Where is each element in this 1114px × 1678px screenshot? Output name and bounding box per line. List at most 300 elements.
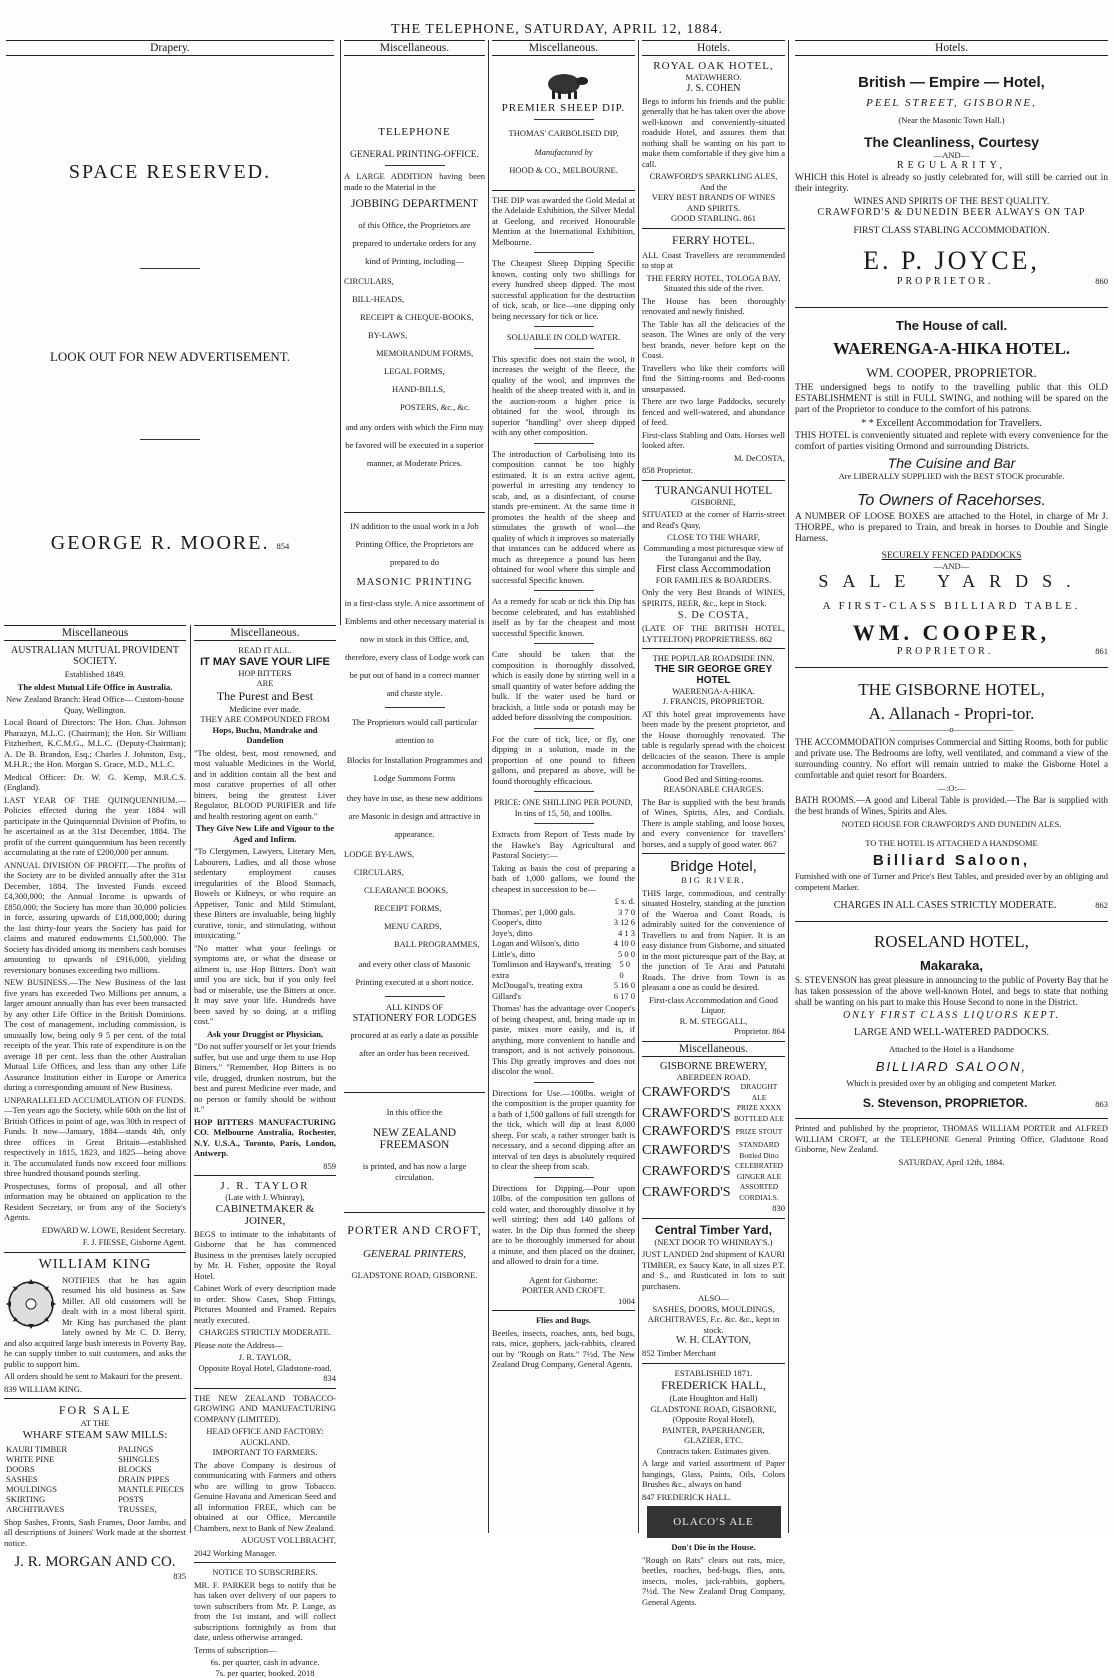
list-item: RECEIPT & CHEQUE-BOOKS, xyxy=(344,308,485,326)
timber-yard-merchant: 852 Timber Merchant xyxy=(642,1348,785,1359)
hop-compounded: THEY ARE COMPOUNDED FROM xyxy=(194,714,336,725)
table-cell: Little's, ditto xyxy=(492,949,535,960)
divider xyxy=(642,1218,785,1219)
brand: CRAWFORD'S xyxy=(642,1106,731,1122)
divider xyxy=(140,268,200,269)
divider xyxy=(385,165,445,166)
bridge-para: THIS large, commodious, and centrally situated Hostelry, standing at the junction of the Waeroa and Coast Roads, is admirably suited for the convenience of Travellers to and from Napier. It is an easy distance from Gisborne, and situated in the most picturesque part of the Bay, at the junction of Te Arai and Patutahi Roads. The drive from Town is as pleasant a one as could be desired. xyxy=(642,888,785,993)
royal-oak-ales: CRAWFORD'S SPARKLING ALES, xyxy=(642,171,785,182)
section-header: Hotels. xyxy=(795,40,1108,56)
roseland-marker: Which is presided over by an obliging and competent Marker. xyxy=(795,1078,1108,1089)
cuisine-bar: The Cuisine and Bar xyxy=(795,455,1108,471)
sheep-icon xyxy=(538,70,590,100)
table-cell: McDougal's, treating extra xyxy=(492,980,583,991)
gisborne-noted: NOTED HOUSE FOR CRAWFORD'S AND DUNEDIN ALES. xyxy=(795,819,1108,830)
hop-brand: HOP BITTERS xyxy=(194,668,336,679)
king-body xyxy=(4,1275,186,1370)
notice-terms: Terms of subscription— xyxy=(194,1645,336,1656)
hall-established: ESTABLISHED 1871. xyxy=(642,1368,785,1379)
printing-intro: A LARGE ADDITION having been made to the Material in the xyxy=(344,171,485,192)
dip-title: PREMIER SHEEP DIP. xyxy=(492,102,635,114)
masonic-para: The Proprietors would call particular attention to xyxy=(344,713,485,749)
list-item: RECEIPT FORMS, xyxy=(344,899,485,917)
turanganui-place: GISBORNE, xyxy=(642,497,785,508)
divider xyxy=(534,1082,594,1083)
product: PRIZE XXXX BOTTLED ALE xyxy=(733,1103,785,1124)
freemason-title: NEW ZEALAND FREEMASON xyxy=(344,1127,485,1151)
misc-section-1 xyxy=(0,625,190,1533)
divider xyxy=(194,1175,336,1176)
timber-yard-stock: SASHES, DOORS, MOULDINGS, ARCHITRAVES, F.c. &c. &c., kept in stock. xyxy=(642,1304,785,1336)
section-header: Miscellaneous. xyxy=(194,625,336,641)
divider xyxy=(534,443,594,444)
turanganui-title: TURANGANUI HOTEL xyxy=(642,485,785,497)
ornament: —:O:— xyxy=(795,783,1108,794)
royal-oak-para: Begs to inform his friends and the public generally that he has taken over the above well-known and conveniently-situated roadside Hotel, and assures them that nothing shall be wanting on his part to make them comfortable if they give him a call. xyxy=(642,96,785,170)
taylor-late: (Late with J. Whinray), xyxy=(194,1192,336,1203)
dip-soluble: SOLUABLE IN COLD WATER. xyxy=(492,332,635,343)
turanganui-accommodation: First class Accommodation xyxy=(642,564,785,575)
british-empire-motto: The Cleanliness, Courtesy xyxy=(795,134,1108,150)
list-item xyxy=(642,1161,785,1182)
price-table xyxy=(492,907,635,1002)
amp-para: UNPARALLELED ACCUMULATION OF FUNDS.—Ten years ago the Society, while 60th on the list of British Offices in point of age, was 30th in respect of Funds. It now—January, 1884—stands 4th, only three offices in Great Britain—established respectively in 1815, 1823, and 1825—being above it. The accumulated funds now exceed four millions three hundred thousand pounds sterling. xyxy=(4,1095,186,1179)
rats-title: Don't Die in the House. xyxy=(642,1542,785,1553)
charges-row xyxy=(795,900,1108,911)
turanganui-view: Commanding a most picturesque view of the Turanganui and the Bay, xyxy=(642,543,785,564)
hop-subhead: Ask your Druggist or Physician, xyxy=(194,1029,336,1040)
list-item xyxy=(642,1182,785,1203)
roseland-saloon: BILLIARD SALOON, xyxy=(795,1059,1108,1074)
section-header: Miscellaneous. xyxy=(344,40,485,56)
hop-headline: IT MAY SAVE YOUR LIFE xyxy=(194,656,336,668)
waerenga-para: THIS HOTEL is conveniently situated and replete with every convenience for the comfort of parties visiting Ormond and surrounding Districts. xyxy=(795,431,1108,453)
king-title: WILLIAM KING xyxy=(4,1257,186,1273)
racehorses-para: A NUMBER OF LOOSE BOXES are attached to the Hotel, in charge of Mr J. THORPE, who is prepared to Train, and break in horses to Double and Single Harness. xyxy=(795,512,1108,545)
ad-number: 862 xyxy=(1095,900,1108,911)
advertiser-name-text: GEORGE R. MOORE. xyxy=(51,532,270,554)
tobacco-signature: AUGUST VOLLBRACHT, xyxy=(194,1535,336,1546)
for-sale-at: AT THE xyxy=(4,1418,186,1429)
hall-late: (Late Houghton and Hall) xyxy=(642,1393,785,1404)
table-cell: Joye's, ditto xyxy=(492,928,532,939)
ferry-para: The Table has all the delicacies of the season. The Wines are only of the very best brands, never before kept on the Coast. xyxy=(642,319,785,361)
divider xyxy=(534,643,594,644)
lodge-list xyxy=(344,845,485,953)
waerenga-accommodation: * * Excellent Accommodation for Travellers. xyxy=(795,418,1108,429)
dip-para: Thomas' has the advantage over Cooper's of being cheapest, and, being made up in paste, mixes more easily, and is, if anything, more convenient to handle and transport, and is not actively poisonous. This Dip greatly improves and does not discolor the wool. xyxy=(492,1003,635,1077)
hop-read: READ IT ALL. xyxy=(194,645,336,656)
amp-agent: F. J. FIESSE, Gisborne Agent. xyxy=(4,1237,186,1248)
list-item xyxy=(642,1124,785,1140)
taylor-address-label: Please note the Address— xyxy=(194,1340,336,1351)
taylor-name: J. R. TAYLOR xyxy=(194,1180,336,1192)
bridge-proprietor: Proprietor. 864 xyxy=(642,1026,785,1037)
dip-para: Care should be taken that the composition is thoroughly dissolved, which is easily done by stirring well in a small quantity of water before adding the bulk. If the water used be hard or brackish, a little soda or potash may be added before dissolving the composition. xyxy=(492,649,635,723)
misc-section-3 xyxy=(341,40,488,1533)
list-item: DRAIN PIPES xyxy=(118,1474,184,1484)
gisborne-hotel-title: THE GISBORNE HOTEL, xyxy=(795,680,1108,700)
amp-medical: Medical Officer: Dr. W. G. Kemp, M.R.C.S. (England). xyxy=(4,772,186,793)
divider xyxy=(194,1388,336,1389)
gisborne-para: BATH ROOMS.—A good and Liberal Table is provided.—The Bar is supplied with the best brands of Wines, Spirits and Ales. xyxy=(795,795,1108,817)
timber-list-right xyxy=(118,1444,184,1514)
turanganui-para: Only the very Best Brands of WINES, SPIRITS, BEER, &c., kept in Stock. xyxy=(642,587,785,608)
ad-number: 860 xyxy=(1095,276,1108,287)
ad-number: 863 xyxy=(1095,1099,1108,1110)
table-cell: 3 12 6 xyxy=(614,917,635,928)
hop-ingredients: Hops, Buchu, Mandrake and Dandelion xyxy=(194,725,336,746)
section-header: Miscellaneous. xyxy=(492,40,635,56)
ad-number: 834 xyxy=(194,1373,336,1384)
space-reserved: SPACE RESERVED. xyxy=(6,161,334,184)
grey-place: WAERENGA-A-HIKA. xyxy=(642,686,785,697)
divider xyxy=(344,1212,485,1213)
imprint-date: SATURDAY, April 12th, 1884. xyxy=(795,1157,1108,1168)
divider xyxy=(344,512,485,513)
hop-medicine: Medicine ever made. xyxy=(194,704,336,715)
amp-para: ANNUAL DIVISION OF PROFIT.—The profits of the Society are to be divided annually after the 31st December, 1884. The Invested Funds exceed £4,300,000; the Annual Income is upwards of £850,000; the Society has more than 30,000 policies in force, assuring upwards of £18,000,000; during the last thirty-four years the Society has paid for claims and matured endowments £1,500,000. The Society has divided among its members cash bonuses amounting to upwards of £916,000, yielding reversionary bonuses exceeding two millions. xyxy=(4,860,186,976)
list-item: BALL PROGRAMMES, xyxy=(344,935,485,953)
hop-are: ARE xyxy=(194,678,336,689)
turanganui-families: FOR FAMILIES & BOARDERS. xyxy=(642,575,785,586)
notice-terms: 6s. per quarter, cash in advance. xyxy=(194,1657,336,1668)
list-item: MOULDINGS xyxy=(6,1484,67,1494)
ornament: ———————o——————— xyxy=(795,724,1108,735)
divider xyxy=(344,1092,485,1093)
turanganui-para: SITUATED at the corner of Harris-street and Read's Quay, xyxy=(642,509,785,530)
freemason-para: is printed, and has now a large circulation. xyxy=(344,1161,485,1182)
divider xyxy=(795,921,1108,922)
tobacco-manager: 2042 Working Manager. xyxy=(194,1548,336,1559)
ferry-para: The House has been thoroughly renovated and newly finished. xyxy=(642,296,785,317)
misc-section-2 xyxy=(190,625,340,1533)
taylor-para: BEGS to intimate to the inhabitants of Gisborne that he has commenced Business in the premises lately occupied by Mr. H. Fisher, opposite the Royal Hotel. xyxy=(194,1229,336,1282)
brew-list xyxy=(642,1082,785,1203)
amp-tagline: The oldest Mutual Life Office in Australia. xyxy=(4,682,186,693)
masthead: THE TELEPHONE, SATURDAY, APRIL 12, 1884. xyxy=(0,0,1114,40)
masonic-blocks: Blocks for Installation Programmes and Lodge Summons Forms xyxy=(344,751,485,787)
divider xyxy=(492,1310,635,1311)
british-empire-near: (Near the Masonic Town Hall.) xyxy=(795,115,1108,126)
timber-list-left xyxy=(6,1444,67,1514)
look-out-notice: LOOK OUT FOR NEW ADVERTISEMENT. xyxy=(6,349,334,365)
taylor-charges: CHARGES STRICTLY MODERATE. xyxy=(194,1327,336,1338)
ad-number: 859 xyxy=(194,1161,336,1172)
ad-number: 835 xyxy=(4,1571,186,1582)
section-header: Drapery. xyxy=(6,40,334,56)
and-separator: —AND— xyxy=(795,150,1108,161)
dip-directions: Directions for Dipping.—Pour upon 10lbs. of the composition ten gallons of cold water, and thoroughly dissolve it by well stirring; then add 140 gallons of water. In the Dip thus formed the sheep are to be thoroughly immersed for about a minute, and then placed on the drainer, and allowed to drain for a time. xyxy=(492,1183,635,1267)
flies-para: Beetles, insects, roaches, ants, bed bugs, rats, mice, gophers, jack-rabbits, cleared out by "Rough on Rats." 7½d. The New Zealand Drug Company, General Agents. xyxy=(492,1328,635,1370)
british-empire-beer: CRAWFORD'S & DUNEDIN BEER ALWAYS ON TAP xyxy=(795,207,1108,218)
timber-yard-title: Central Timber Yard, xyxy=(642,1223,785,1237)
misc-section-4 xyxy=(489,40,638,1533)
amp-branch: New Zealand Branch: Head Office— Custom-house Quay, Wellington. xyxy=(4,694,186,715)
table-cell: 5 16 0 xyxy=(614,980,635,991)
hall-contracts: Contracts taken. Estimates given. xyxy=(642,1446,785,1457)
tobacco-office: HEAD OFFICE AND FACTORY: AUCKLAND. xyxy=(194,1426,336,1447)
divider xyxy=(4,1252,186,1253)
royal-oak-stabling: GOOD STABLING. 861 xyxy=(642,213,785,224)
ad-number: 830 xyxy=(642,1203,785,1214)
divider xyxy=(795,1118,1108,1119)
product: STANDARD Bottled Ditto xyxy=(733,1140,785,1161)
brand: CRAWFORD'S xyxy=(642,1124,731,1140)
hall-opposite: (Opposite Royal Hotel), xyxy=(642,1414,785,1425)
ferry-owner: M. DeCOSTA, xyxy=(642,453,785,464)
british-empire-place: PEEL STREET, GISBORNE, xyxy=(795,97,1108,109)
table-cell: 4 10 0 xyxy=(614,938,635,949)
list-item: LEGAL FORMS, xyxy=(344,362,485,380)
saw-blade-icon xyxy=(4,1277,58,1331)
table-cell: 5 0 0 xyxy=(618,949,635,960)
british-empire-stabling: FIRST CLASS STABLING ACCOMMODATION. xyxy=(795,226,1108,236)
list-item: CLEARANCE BOOKS, xyxy=(344,881,485,899)
list-item xyxy=(642,1103,785,1124)
dip-directions: Directions for Use.—100lbs. weight of the composition is the proper quantity for a bath of 1,500 gallons of full strength for the tick, which will dip at least 8,000 sheep. For scab, a rather stronger bath is necessary, and a second dipping after an interval of ten days is absolutely required to clear the sheep from scab. xyxy=(492,1088,635,1172)
list-item xyxy=(642,1082,785,1103)
list-item: POSTERS, &c., &c. xyxy=(344,398,485,416)
ale-stamp: OLACO'S ALE xyxy=(647,1506,781,1538)
section-header: Miscellaneous. xyxy=(642,1041,785,1057)
hall-signature: 847 FREDERICK HALL. xyxy=(642,1492,785,1503)
divider xyxy=(795,667,1108,668)
dip-price: PRICE: ONE SHILLING PER POUND, xyxy=(492,797,635,808)
tobacco-title: THE NEW ZEALAND TOBACCO-GROWING AND MANUFACTURING COMPANY (LIMITED). xyxy=(194,1393,336,1425)
ferry-para: First-class Stabling and Oats. Horses well looked after. xyxy=(642,430,785,451)
ferry-para: Travellers who like their comforts will find the Sitting-rooms and Bed-rooms unsurpassed. xyxy=(642,363,785,395)
list-item: BY-LAWS, xyxy=(344,326,485,344)
dip-para: The introduction of Carbolising into its composition cannot be too highly estimated. It is an extra active agent, powerful in arresting any tendency to scab, and, as a disinfectant, of course stands pre-eminent. At the same time it promotes the health of the sheep and stimulates the growth of wool—the quality of which it improves so materially that instances can be adduced where as much as threepence a pound has been obtained for wool where this simple and successful Specific known. xyxy=(492,449,635,586)
hotels-section-1 xyxy=(639,40,788,1533)
divider xyxy=(795,307,1108,308)
roseland-liquors: ONLY FIRST CLASS LIQUORS KEPT. xyxy=(795,1010,1108,1021)
list-item: MEMORANDUM FORMS, xyxy=(344,344,485,362)
divider xyxy=(140,439,200,440)
table-cell: 5 0 0 xyxy=(619,959,635,980)
cooper-proprietor: PROPRIETOR. xyxy=(795,646,1095,657)
grey-inn: THE POPULAR ROADSIDE INN. xyxy=(642,653,785,664)
turanganui-wharf: CLOSE TO THE WHARF, xyxy=(642,532,785,543)
table-cell: 4 1 3 xyxy=(618,928,635,939)
stevenson-row xyxy=(795,1096,1108,1110)
tobacco-subhead: IMPORTANT TO FARMERS. xyxy=(194,1447,336,1458)
gisborne-attached: TO THE HOTEL IS ATTACHED A HANDSOME xyxy=(795,838,1108,849)
morgan-name: J. R. MORGAN AND CO. xyxy=(4,1554,186,1571)
hop-para: "The oldest, best, most renowned, and most valuable Medicines in the World, and in addition contain all the best and most curative properties of all other bitters, being the greatest Liver Regulator, BLOOD PURIFIER and life and health restoring agent on earth." xyxy=(194,748,336,822)
rats-para: "Rough on Rats" clears out rats, mice, beetles, roaches, bed-bugs, flies, ants, insects, moles, jack-rabbits, gophers, 7½d. The New Zealand Drug Company, General Agents. xyxy=(642,1555,785,1608)
gisborne-charges: CHARGES IN ALL CASES STRICTLY MODERATE. xyxy=(795,900,1095,911)
timber-yard-also: ALSO— xyxy=(642,1293,785,1304)
racehorses-title: To Owners of Racehorses. xyxy=(795,492,1108,510)
royal-oak-wines: VERY BEST BRANDS OF WINES AND SPIRITS. xyxy=(642,192,785,213)
turanganui-owner: S. De COSTA, xyxy=(642,610,785,621)
table-row xyxy=(492,959,635,980)
notice-terms: 7s. per quarter, booked. 2018 xyxy=(194,1668,336,1678)
hall-title: FREDERICK HALL, xyxy=(642,1378,785,1393)
allanach: A. Allanach - Propri-tor. xyxy=(795,704,1108,724)
amp-para: LAST YEAR OF THE QUINQUENNIUM.—Policies effected during the year 1884 will participate in the Quinquennial Division of Profits, to be ascertained as at the 31st December, 1884. The profit of the current quinquennium has been recently accumulating at the rate of £200,000 per annum. xyxy=(4,795,186,858)
printing-office: GENERAL PRINTING-OFFICE. xyxy=(344,150,485,160)
divider xyxy=(534,326,594,327)
roseland-para: S. STEVENSON has great pleasure in announcing to the public of Poverty Bay that he has taken possession of the above well-known Hotel, and begs to state that nothing shall be wanting on his part to make this House Second to none in the District. xyxy=(795,975,1108,1008)
printing-list xyxy=(344,272,485,416)
divider xyxy=(642,480,785,481)
advertiser-name xyxy=(6,532,334,555)
dip-manufactured: Manufactured by xyxy=(492,147,635,158)
table-row xyxy=(492,980,635,991)
divider xyxy=(642,853,785,854)
general-printers: GENERAL PRINTERS, xyxy=(344,1248,485,1260)
grey-rooms: Good Bed and Sitting-rooms. xyxy=(642,774,785,785)
table-cell: Gillard's xyxy=(492,991,521,1002)
waerenga-title: WAERENGA-A-HIKA HOTEL. xyxy=(795,339,1108,359)
table-row xyxy=(492,928,635,939)
table-row xyxy=(492,907,635,918)
divider xyxy=(534,1177,594,1178)
sawmill-name: WHARF STEAM SAW MILLS: xyxy=(4,1429,186,1441)
british-empire-para: WHICH this Hotel is already so justly celebrated for, will still be carried out in their integrity. xyxy=(795,173,1108,195)
divider xyxy=(534,119,594,120)
taylor-para: Cabinet Work of every description made to order. Show Cases, Shop Fittings, Pictures Mounted and Framed. Repairs neatly executed. xyxy=(194,1283,336,1325)
ferry-place: Situated this side of the river. xyxy=(642,283,785,294)
bridge-owner: R. M. STEGGALL, xyxy=(642,1016,785,1027)
masonic-intro: IN addition to the usual work in a Job Printing Office, the Proprietors are prepared to do xyxy=(344,517,485,571)
flies-title: Flies and Bugs. xyxy=(492,1315,635,1326)
british-empire-wines: WINES AND SPIRITS OF THE BEST QUALITY. xyxy=(795,197,1108,207)
hop-purest: The Purest and Best xyxy=(194,689,336,704)
table-cell: 6 17 0 xyxy=(614,991,635,1002)
turanganui-late: (LATE OF THE BRITISH HOTEL, LYTTELTON) PROPRIETRESS. 862 xyxy=(642,623,785,644)
dip-name: THOMAS' CARBOLISED DIP, xyxy=(492,128,635,139)
hop-para: "Do not suffer yourself or let your friends suffer, but use and urge them to use Hop Bitters." "Remember, Hop Bitters is no vile, drugged, drunken nostrum, but the best and purest Medicine ever made, and no person or family should be without it." xyxy=(194,1041,336,1115)
printing-para: of this Office, the Proprietors are prepared to undertake orders for any kind of Printing, including— xyxy=(344,216,485,270)
dip-para: As a remedy for scab or tick this Dip has become celebrated, and has established itself as by far the cheapest and most successful Specific known. xyxy=(492,596,635,638)
hop-para: "To Clergymen, Lawyers, Literary Men, Labourers, Ladies, and all those whose sedentary employment causes irregularities of the Blood Stomach, Bowels or Kidneys, or who require an Appetiser, Tonic and Mild Stimulant, these Bitters are invaluable, being highly curative, tonic, and stimulating, without intoxicating." xyxy=(194,846,336,941)
ad-number: 854 xyxy=(276,541,289,551)
list-item: TRUSSES, xyxy=(118,1504,184,1514)
price-table-header: £ s. d. xyxy=(492,896,635,907)
product: PRIZE STOUT xyxy=(733,1127,785,1138)
ad-number: 861 xyxy=(1095,646,1108,657)
table-cell: Tomlinson and Hayward's, treating extra xyxy=(492,959,619,980)
divider xyxy=(642,1363,785,1364)
divider xyxy=(534,252,594,253)
amp-signature: EDWARD W. LOWE, Resident Secretary. xyxy=(4,1225,186,1236)
hall-trade: PAINTER, PAPERHANGER, GLAZIER, ETC. xyxy=(642,1425,785,1446)
dip-para: Extracts from Report of Tests made by the Hawke's Bay Agricultural and Pastoral Society:— xyxy=(492,829,635,861)
table-cell: Cooper's, ditto xyxy=(492,917,542,928)
brand: CRAWFORD'S xyxy=(642,1143,731,1159)
product: CELEBRATED GINGER ALE xyxy=(733,1161,785,1182)
divider xyxy=(642,228,785,229)
section-header: Miscellaneous xyxy=(4,625,186,641)
drapery-section xyxy=(0,40,340,625)
ferry-proprietor: 858 Proprietor. xyxy=(642,465,785,476)
king-orders: All orders should be sent to Makauri for the present. xyxy=(4,1371,186,1382)
roseland-attached: Attached to the Hotel is a Handsome xyxy=(795,1044,1108,1055)
divider xyxy=(534,791,594,792)
list-item: DOORS xyxy=(6,1464,67,1474)
lodge-stationery: STATIONERY FOR LODGES xyxy=(344,1013,485,1024)
roseland-paddocks: LARGE AND WELL-WATERED PADDOCKS. xyxy=(795,1027,1108,1038)
timber-yard-owner: W. H. CLAYTON, xyxy=(642,1335,785,1346)
grey-charges: REASONABLE CHARGES. xyxy=(642,784,785,795)
royal-oak-place: MATAWHERO. xyxy=(642,72,785,83)
divider xyxy=(194,1562,336,1563)
table-row xyxy=(492,938,635,949)
ad-number: 1004 xyxy=(492,1296,635,1307)
taylor-address: Opposite Royal Hotel, Gladstone-road. xyxy=(194,1363,336,1374)
product: ASSORTED CORDIALS. xyxy=(733,1182,785,1203)
royal-oak-title: ROYAL OAK HOTEL, xyxy=(642,60,785,72)
hall-address: GLADSTONE ROAD, GISBORNE, xyxy=(642,1404,785,1415)
amp-title: AUSTRALIAN MUTUAL PROVIDENT SOCIETY. xyxy=(4,645,186,667)
grey-para: AT this hotel great improvements have been made by the present proprietor, and the House thoroughly renovated. The table is regularly spread with the choicest delicacies of the season. There is ample accommodation for Travellers. xyxy=(642,709,785,772)
timber-list xyxy=(6,1444,184,1514)
jobbing-dept: JOBBING DEPARTMENT xyxy=(344,198,485,210)
porter-address: GLADSTONE ROAD, GISBORNE. xyxy=(344,1270,485,1281)
bridge-place: BIG RIVER. xyxy=(642,875,785,886)
royal-oak-and: And the xyxy=(642,182,785,193)
divider xyxy=(534,728,594,729)
list-item: POSTS xyxy=(118,1494,184,1504)
printing-para: and any orders with which the Firm may be favored will be executed in a superior manner, at Moderate Prices. xyxy=(344,418,485,472)
dip-agent-label: Agent for Gisborne: xyxy=(492,1275,635,1286)
masonic-para: in a first-class style. A nice assortment of Emblems and other necessary material is now in stock in this Office, and, therefore, every class of Lodge work can be put out of hand in a correct manner and chaste style. xyxy=(344,594,485,702)
list-item: CIRCULARS, xyxy=(344,863,485,881)
sawmill-note: Shop Sashes, Fronts, Sash Frames, Door Jambs, and all descriptions of Joiners' Work made at the shortest notice. xyxy=(4,1517,186,1549)
bridge-para: First-class Accommodation and Good Liquor. xyxy=(642,995,785,1016)
divider xyxy=(534,823,594,824)
freemason-intro: In this office the xyxy=(344,1107,485,1118)
amp-para: NEW BUSINESS.—The New Business of the last five years has exceeded Two Millions per annum, a larger amount annually than has ever been transacted by any other Life Office in the British Dominions. The cost of management, including commission, is unusually low, being only 9 5 per cent. of the total receipts of the year. This rate of expenditure is on the average 18 per cent. less than the other Australian Mutual Life Offices, and less than any other Life Assurance Institution either in Europe or America during a corresponding amount of New Business. xyxy=(4,977,186,1093)
billiard-saloon: Billiard Saloon, xyxy=(795,852,1108,869)
table-cell: Thomas', per 1,000 gals. xyxy=(492,907,575,918)
list-item: MANTLE PIECES xyxy=(118,1484,184,1494)
dip-maker: HOOD & CO., MELBOURNE. xyxy=(492,165,635,176)
table-cell: Logan and Wilson's, ditto xyxy=(492,938,579,949)
royal-oak-owner: J. S. COHEN xyxy=(642,83,785,94)
tobacco-para: The above Company is desirous of communicating with Farmers and others who are willing to grow Tobacco. Genuine Havana and American Seed and all information FREE, which can be obtained at our Office, Mercantile Chambers, next to Bank of New Zealand. xyxy=(194,1460,336,1534)
king-notice: NOTIFIES that he has again resumed his old business as Saw Miller. All old customers will be dealt with in a most liberal spirit. Mr King has purchased the plant lately owned by Mr C. D. Berry, and also acquired large bush interests in Poverty Bay, he can supply timber to suit customers, and asks the public to support him. xyxy=(4,1275,186,1369)
amp-directors: Local Board of Directors: The Hon. Chas. Johnson Pharazyn, M.L.C. (Chairman); the Hon. Sir William Fitzherbert, K.C.M.G., M.L.C. (Deputy-Chairman); A. De B. Brandon, Esq.; Charles J. Johnston, Esq., M.H.R.; the Hon. Morgan S. Grace, M.D., M.L.C. xyxy=(4,717,186,770)
table-row xyxy=(492,991,635,1002)
british-empire-regularity: REGULARITY, xyxy=(795,160,1108,171)
timber-yard-para: JUST LANDED 2nd shipment of KAURI TIMBER, ex Saucy Kate, in all sizes P.T. and S., and Rusticated in lots to suit purchasers. xyxy=(642,1249,785,1291)
brewery-title: GISBORNE BREWERY, xyxy=(642,1061,785,1072)
waerenga-para: THE undersigned begs to notify to the travelling public that this OLD ESTABLISHMENT is still in FULL SWING, and nothing will be spared on the part of the Proprietor to conduce to the comfort of his patrons. xyxy=(795,383,1108,416)
dip-para: For the cure of tick, lice, or fly, one dipping in a solution, made in the proportion of one pound to fifteen gallons, and prepared as above, will be found thoroughly efficacious. xyxy=(492,734,635,787)
list-item: HAND-BILLS, xyxy=(344,380,485,398)
list-item: SHINGLES xyxy=(118,1454,184,1464)
taylor-trade: CABINETMAKER & JOINER, xyxy=(194,1203,336,1227)
hall-para: A large and varied assortment of Paper hangings, Glass, Paints, Oils, Colors Brushes &c., always on hand xyxy=(642,1458,785,1490)
gisborne-para: THE ACCOMMODATION comprises Commercial and Sitting Rooms, both for public and private use. The Bedrooms are lofty, well ventilated, and command a view of the surrounding country. No effort will remain untried to make the Gisborne Hotel a comfortable and quiet resort for Boarders. xyxy=(795,737,1108,781)
sale-yards: SALE YARDS. xyxy=(795,571,1108,592)
divider xyxy=(534,590,594,591)
cooper-proprietor-row xyxy=(795,646,1108,657)
table-cell: 3 7 0 xyxy=(618,907,635,918)
list-item: WHITE PINE xyxy=(6,1454,67,1464)
gisborne-para: Furnished with one of Turner and Price's Best Tables, and presided over by an obliging and competent Marker. xyxy=(795,871,1108,892)
ferry-name: THE FERRY HOTEL, TOLOGA BAY, xyxy=(642,273,785,284)
section-header: Hotels. xyxy=(642,40,785,56)
amp-established: Established 1849. xyxy=(4,669,186,680)
hop-subhead: They Give New Life and Vigour to the Aged and Infirm. xyxy=(194,823,336,844)
joyce-proprietor: PROPRIETOR. xyxy=(795,276,1095,287)
